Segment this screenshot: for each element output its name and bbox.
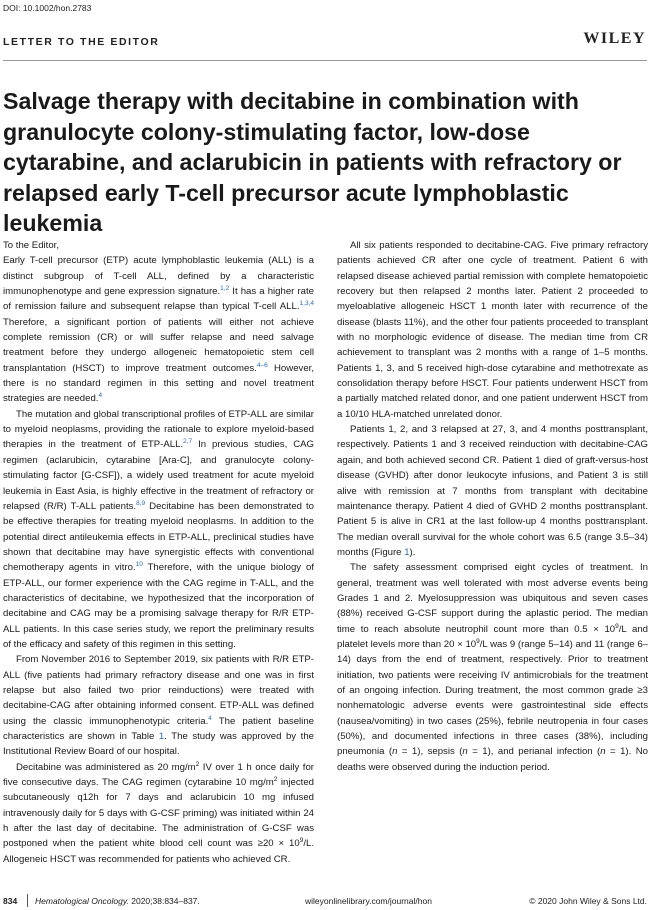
left-column [3,238,314,867]
citation-link[interactable]: 1,3,4 [299,300,314,308]
paragraph-6: Patients 1, 2, and 3 relapsed at 27, 3, and 4 months posttransplant, respectively. Patients 1 and 3 received reinduction with decitabine-CAG again, and both achieved second CR. Patient 1 died of graft-versus-host disease (GVHD) after donor leukocyte infusions, and Patient 3 is still alive with remission at 7 months from transplant with decitabine maintenance therapy. Patient 4 died of GVHD 2 months posttransplant. Patient 5 is alive in CR1 at the last follow-up 4 months posttransplant. The median overall survival for the whole cohort was 6.5 (range 3.5–34) months (Figure 1). [337,424,648,558]
table-link[interactable]: 1 [158,731,165,742]
article-title: Salvage therapy with decitabine in combination with granulocyte colony-stimulating factor, low-dose cytarabine, and aclarubicin in patients with refractory or relapsed early T-cell precursor acute lymphoblastic leukemia [3,88,622,236]
doi: DOI: 10.1002/hon.2783 [3,3,92,13]
salutation: To the Editor, [3,240,59,251]
journal-citation: Hematological Oncology. 2020;38:834–837. [35,896,200,906]
copyright: © 2020 John Wiley & Sons Ltd. [529,896,647,906]
right-column [337,238,648,775]
page-footer [3,893,647,907]
citation-link[interactable]: 4 [208,714,212,722]
paragraph-3: From November 2016 to September 2019, six patients with R/R ETP-ALL (five patients had primary refractory disease and one was in first relapse but also failed two prior reinductions) were treated with decitabine-CAG after obtaining informed consent. ETP-ALL was defined using the classic immunophenotypic criteria.$^4$ The patient baseline characteristics are shown in Table 1. The study was approved by the Institutional Review Board of our hospital. [3,654,314,758]
footer-divider [27,894,28,907]
journal-url[interactable]: wileyonlinelibrary.com/journal/hon [305,896,432,906]
citation-link[interactable]: 4 [98,392,103,400]
publisher-logo: WILEY [583,30,646,47]
paragraph-1: Early T-cell precursor (ETP) acute lymphoblastic leukemia (ALL) is a distinct subgroup of T-cell ALL, defined by a characteristic immunophenotype and gene expression signature.$^{1,2}$ It has a higher rate of remission failure and subsequent relapse than typical T-cell ALL.$^{1,3,4}$ Therefore, a significant portion of patients will either not achieve complete remission (CR) or will suffer relapse and need salvage treatment before they undergo allogeneic hematopoietic stem cell transplantation (HSCT) to improve treatment outcomes.$^{4-6}$ However, there is no standard regimen in this setting and novel treatment strategies are needed.$^4$ [3,255,314,405]
page-number: 834 [3,896,18,906]
citation-link[interactable]: 10 [135,561,143,569]
paragraph-2: The mutation and global transcriptional profiles of ETP-ALL are similar to myeloid neoplasms, providing the rationale to explore myeloid-based therapies in the treatment of ETP-ALL.$^{2,7}$ In previous studies, CAG regimen (aclarubicin, cytarabine [Ara-C], and granulocyte colony-stimulating factor [G-CSF]), a widely used treatment for acute myeloid leukemia in East Asia, is highly effective in the treatment of refractory or relapsed (R/R) T-ALL patients.$^{8,9}$ Decitabine has been demonstrated to be effective therapies for treating myeloid neoplasms. In addition to the potential direct antileukemia effects in ETP-ALL, preclinical studies have shown that decitabine may have synergistic effects with conventional chemotherapy agents in vitro.$^{10}$ Therefore, with the unique biology of ETP-ALL, our former experience with the CAG regime in T-ALL, and the characteristics of decitabine, we hypothesized that the incorporation of decitabine and CAG may be a promising salvage therapy for R/R ETP-ALL patients. In this case series study, we report the preliminary results of the efficacy and safety of this regimen in this setting. [3,408,315,650]
header-divider [3,60,647,61]
citation-link[interactable]: 1,2 [220,285,230,293]
paragraph-4: Decitabine was administered as 20 $mg/m^2$ IV over 1 h once daily for five consecutive days. The CAG regimen (cytarabine 10 $mg/m^2$ injected subcutaneously q12h for 7 days and aclarubicin 10 mg infused intravenously daily for 5 days with G-CSF priming) was initiated within 24 h after the last day of decitabine. The administration of G-CSF was postponed when the patient white blood cell count was $\ge 20 \times 10^9/L$. Allogeneic HSCT was recommended for patients who achieved CR. [3,760,314,865]
paragraph-7: The safety assessment comprised eight cycles of treatment. In general, treatment was well tolerated with most adverse events being Grades 1 and 2. Myelosuppression was ubiquitous and seven cases (88%) received G-CSF support during the aplastic period. The median time to reach absolute neutrophil count more than $0.5 \times 10^9/L$ and platelet levels more than $20 \times 10^9/L$ was 9 (range 5–14) and 11 (range 6–14) days from the end of treatment, respectively. Prior to treatment initiation, two patients were receiving IV antimicrobials for the treatment of an ongoing infection. During treatment, the most common grade ≥3 nonhematologic adverse events were gastrointestinal side effects (nausea/vomiting) in two cases (25%), febrile neutropenia in four cases (50%), and documented infections in three cases (38%), including pneumonia (n = 1), sepsis (n = 1), and perianal infection (n = 1). No deaths were observed during the induction period. [337,562,648,773]
citation-link[interactable]: 8,9 [136,499,146,507]
section-label: LETTER TO THE EDITOR [3,36,160,48]
citation-link[interactable]: 4–6 [256,361,268,369]
figure-link[interactable]: 1 [404,546,410,558]
paragraph-5: All six patients responded to decitabine-CAG. Five primary refractory patients achieved CR after one cycle of treatment. Patient 6 with relapsed disease achieved partial remission with complete hematopoietic recovery but then relapsed 2 months later. Patient 2 proceeded to myeloablative allogeneic HSCT 1 month later with recurrence of the disease (blasts 11%), and the other four patients proceeded to transplant with no morphologic evidence of disease. The median time from CR achievement to transplant was 2 months with a range of 1–5 months. Patients 1, 3, and 5 received high-dose cytarabine and methotrexate as consolidation therapy before HSCT. Four patients underwent HSCT from a partially matched related donor, and one patient underwent HSCT from a 10/10 HLA-matched unrelated donor. [337,240,648,420]
citation-link[interactable]: 2,7 [183,438,193,446]
